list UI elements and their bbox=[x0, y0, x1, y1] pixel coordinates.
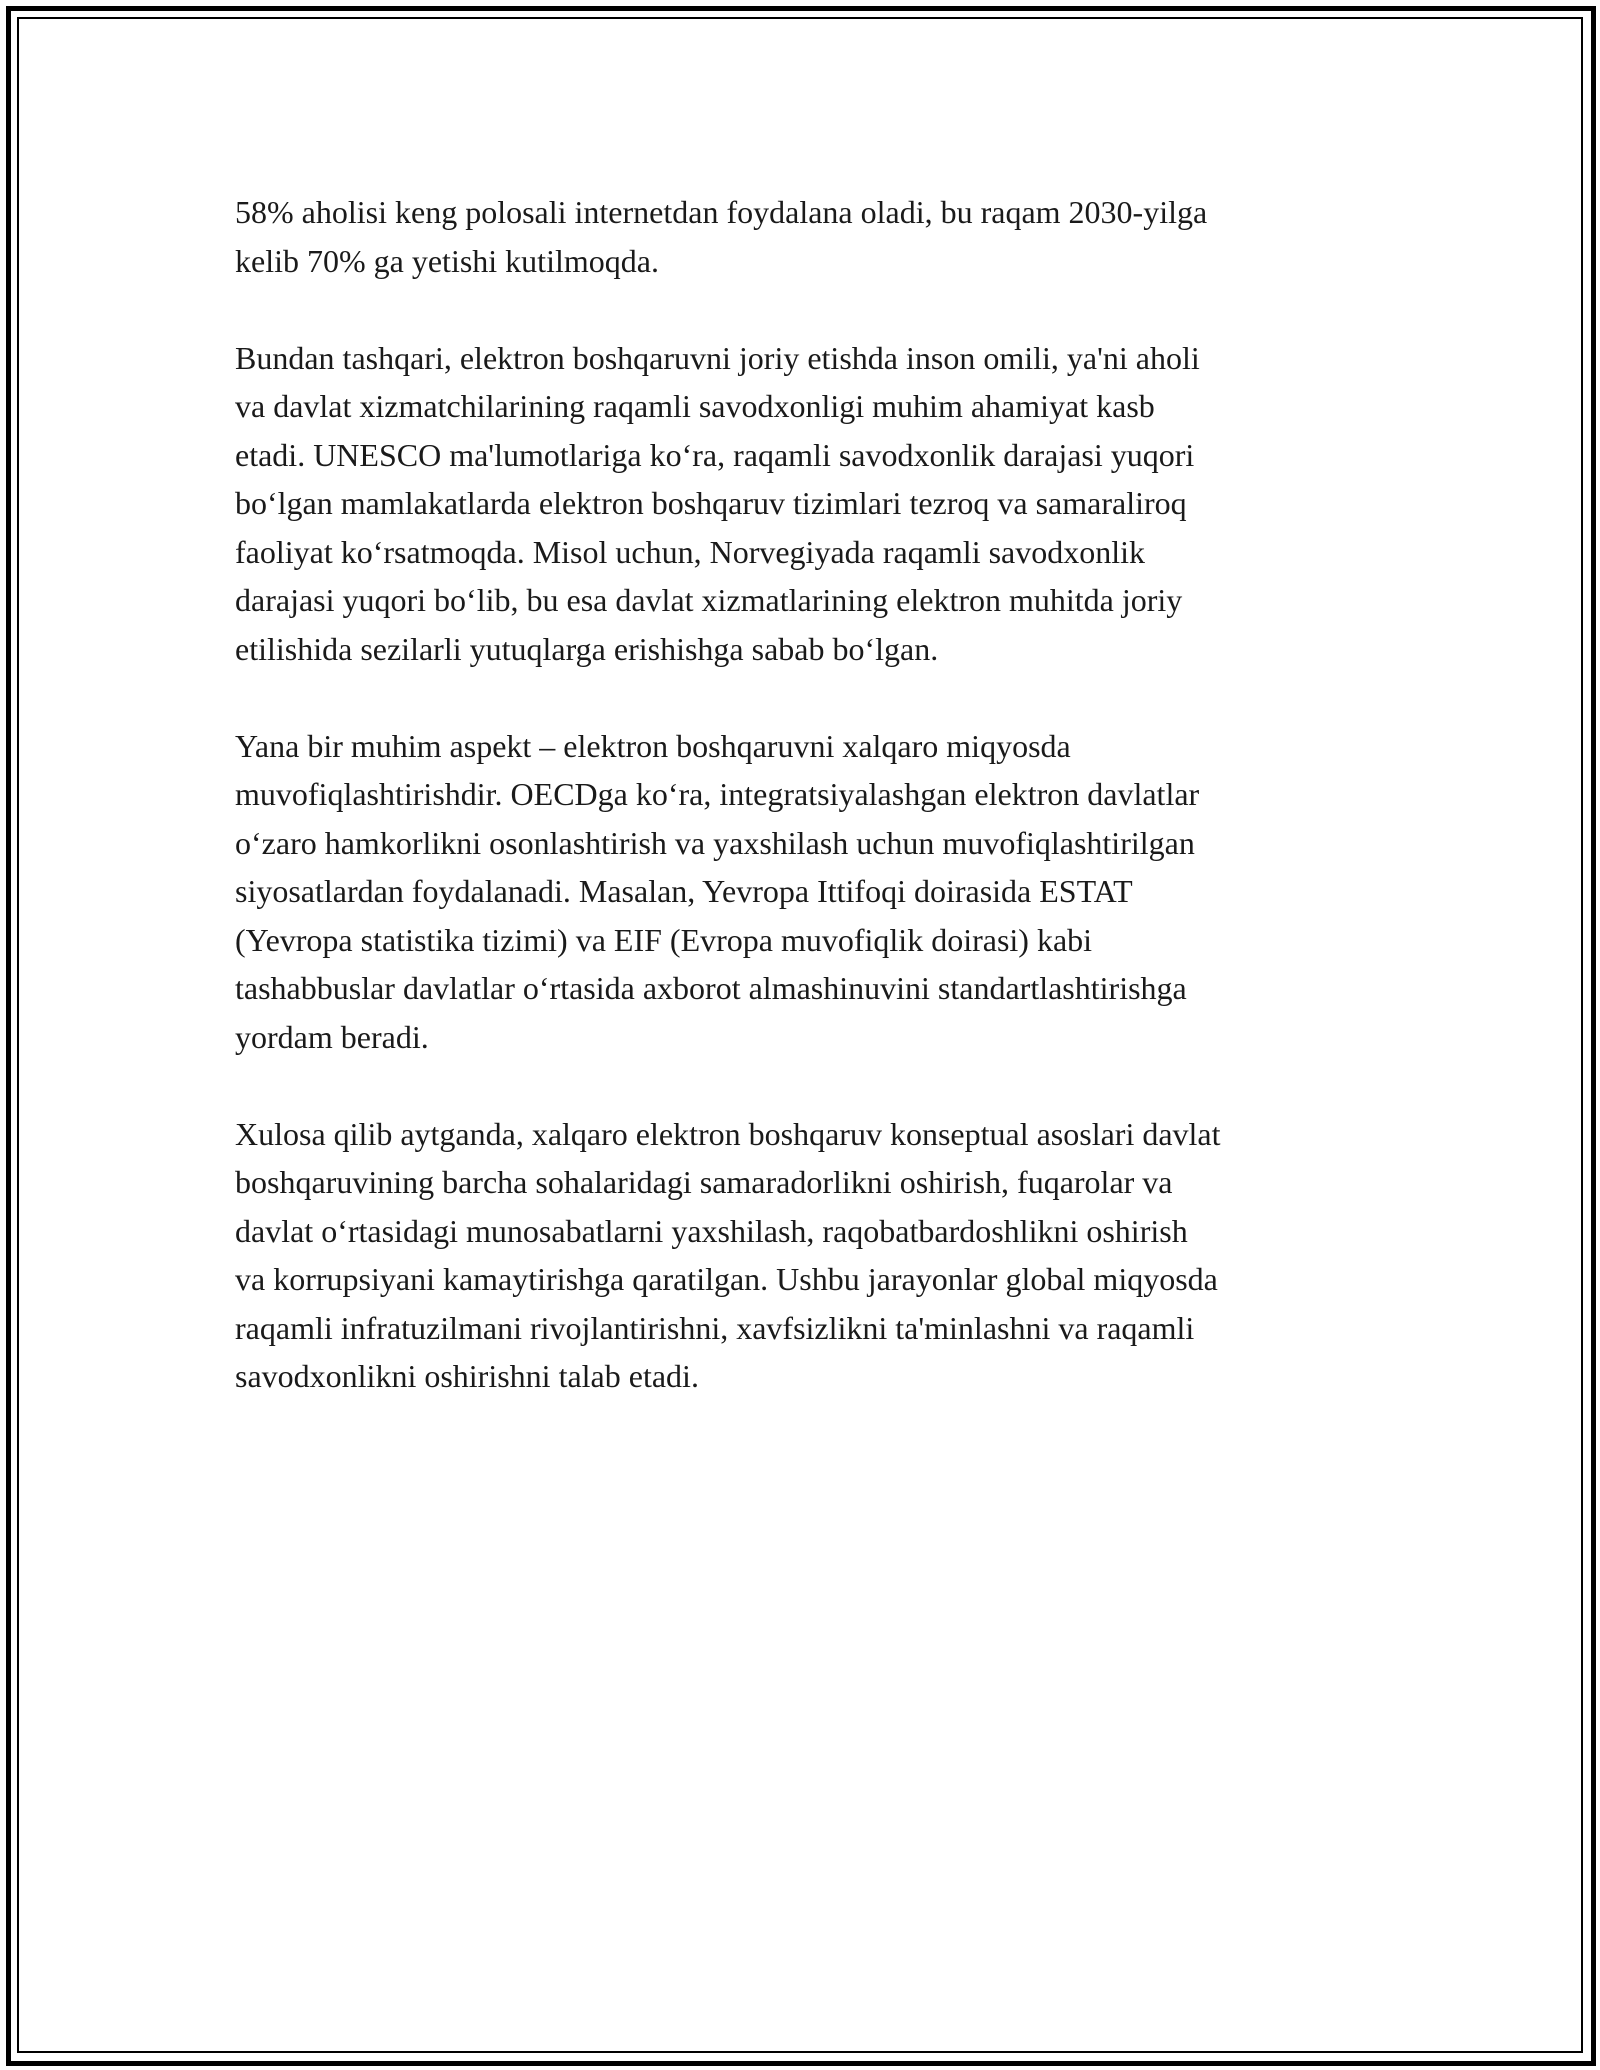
text-line: yordam beradi. bbox=[235, 1018, 429, 1055]
text-line: muvofiqlashtirishdir. OECDga koʻra, integratsiyalashgan elektron davlatlar bbox=[235, 776, 1200, 812]
paragraph-international-coordination bbox=[235, 722, 1375, 1062]
text-line: oʻzaro hamkorlikni osonlashtirish va yaxshilash uchun muvofiqlashtirilgan bbox=[235, 824, 1195, 861]
text-line: faoliyat koʻrsatmoqda. Misol uchun, Norvegiyada raqamli savodxonlik bbox=[235, 533, 1146, 570]
text-line: siyosatlardan foydalanadi. Masalan, Yevropa Ittifoqi doirasida ESTAT bbox=[235, 873, 1133, 909]
text-line: tashabbuslar davlatlar oʻrtasida axborot almashinuvini standartlashtirishga bbox=[235, 970, 1187, 1006]
text-line: Xulosa qilib aytganda, xalqaro elektron boshqaruv konseptual asoslari davlat bbox=[235, 1115, 1221, 1152]
text-line: etadi. UNESCO ma'lumotlariga koʻra, raqamli savodxonlik darajasi yuqori bbox=[235, 436, 1195, 473]
text-line: darajasi yuqori boʻlib, bu esa davlat xizmatlarining elektron muhitda joriy bbox=[235, 582, 1183, 618]
text-line: 58% aholisi keng polosali internetdan foydalana oladi, bu raqam 2030-yilga bbox=[235, 194, 1208, 230]
paragraph-internet-access bbox=[235, 188, 1375, 285]
text-line: Yana bir muhim aspekt – elektron boshqaruvni xalqaro miqyosda bbox=[235, 727, 1071, 764]
text-line: davlat oʻrtasidagi munosabatlarni yaxshilash, raqobatbardoshlikni oshirish bbox=[235, 1212, 1188, 1249]
text-line: kelib 70% ga yetishi kutilmoqda. bbox=[235, 242, 659, 279]
text-line: va davlat xizmatchilarining raqamli savodxonligi muhim ahamiyat kasb bbox=[235, 388, 1155, 424]
text-line: savodxonlikni oshirishni talab etadi. bbox=[235, 1358, 699, 1394]
document-body bbox=[235, 188, 1375, 1449]
text-line: (Yevropa statistika tizimi) va EIF (Evropa muvofiqlik doirasi) kabi bbox=[235, 921, 1093, 958]
text-line: raqamli infratuzilmani rivojlantirishni, xavfsizlikni ta'minlashni va raqamli bbox=[235, 1309, 1195, 1346]
text-line: va korrupsiyani kamaytirishga qaratilgan. Ushbu jarayonlar global miqyosda bbox=[235, 1261, 1218, 1297]
text-line: Bundan tashqari, elektron boshqaruvni joriy etishda inson omili, ya'ni aholi bbox=[235, 339, 1200, 376]
text-line: boshqaruvining barcha sohalaridagi samaradorlikni oshirish, fuqarolar va bbox=[235, 1164, 1173, 1200]
paragraph-conclusion bbox=[235, 1110, 1375, 1401]
paragraph-digital-literacy bbox=[235, 334, 1375, 674]
text-line: etilishida sezilarli yutuqlarga erishishga sabab boʻlgan. bbox=[235, 630, 939, 667]
text-line: boʻlgan mamlakatlarda elektron boshqaruv tizimlari tezroq va samaraliroq bbox=[235, 485, 1187, 521]
